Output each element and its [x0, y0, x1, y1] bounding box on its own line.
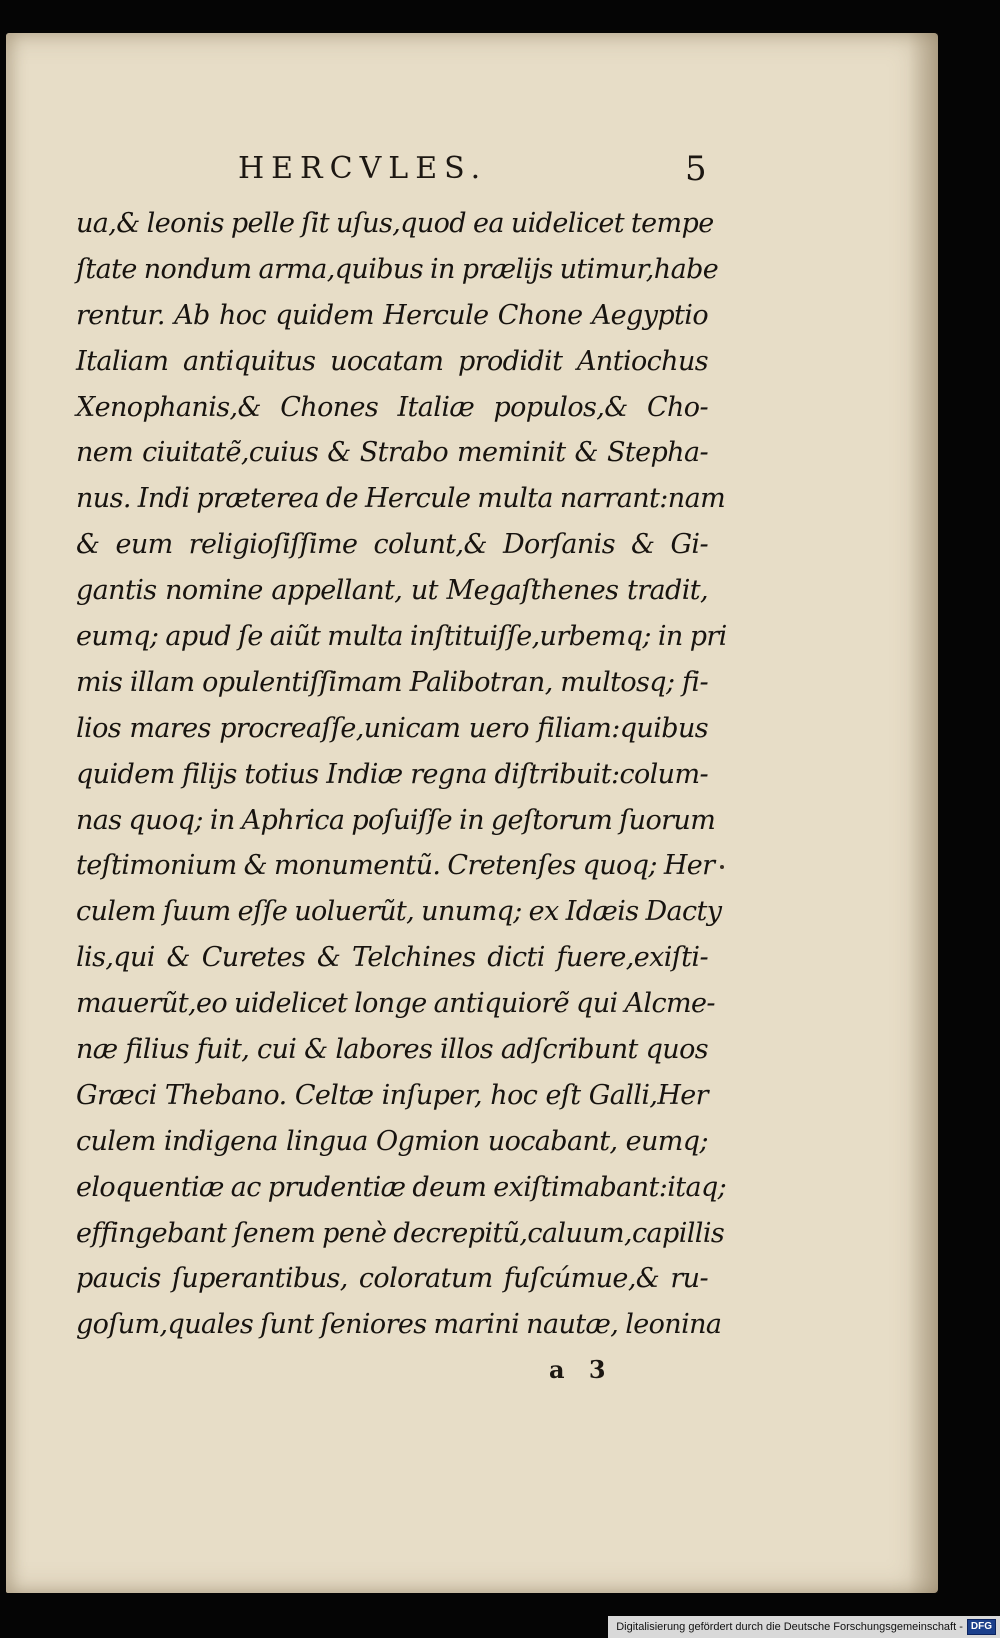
text-line: teſtimonium & monumentũ. Cretenſes quoq; Her [76, 850, 715, 882]
text-line: gantis nomine appellant, ut Megaſthenes tradit, [76, 575, 708, 607]
text-line: ua,& leonis pelle ſit uſus,quod ea uidelicet tempe [76, 208, 714, 239]
text-line: lios mares procreaſſe,unicam uero filiam:quibus [76, 712, 708, 744]
book-page [6, 33, 938, 1593]
text-line: nas quoq; in Aphrica poſuiſſe in geſtorum ſuorum [76, 804, 716, 836]
text-line: nus. Indi præterea de Hercule multa narrant:nam [76, 483, 726, 515]
text-line: culem indigena lingua Ogmion uocabant, eumq; [76, 1125, 708, 1157]
text-line: lis,qui & Curetes & Telchines dicti fuere,exiſti- [76, 942, 708, 974]
text-line: mauerũt,eo uidelicet longe antiquiorẽ qui Alcme- [76, 988, 715, 1020]
text-line: & eum religioſiſſime colunt,& Dorſanis & Gi- [76, 529, 708, 561]
ink-speck [720, 865, 724, 869]
text-line: eloquentiæ ac prudentiæ deum exiſtimabant:itaq; [76, 1171, 727, 1203]
page-number: 5 [685, 149, 707, 189]
body-text [76, 201, 727, 1348]
text-line: Græci Thebano. Celtæ inſuper, hoc eſt Galli,Her [76, 1079, 708, 1111]
text-line: Italiam antiquitus uocatam prodidit Antiochus [76, 345, 708, 377]
text-line: næ filius fuit, cui & labores illos adſcribunt quos [76, 1034, 708, 1066]
text-line: mis illam opulentiſſimam Palibotran, multosq; fi- [76, 666, 708, 698]
text-line: effingebant ſenem penè decrepitũ,caluum,capillis [76, 1217, 725, 1249]
text-line: rentur. Ab hoc quidem Hercule Chone Aegyptio [76, 299, 708, 331]
running-head: HERCVLES. [238, 151, 488, 186]
text-line: paucis ſuperantibus, coloratum fuſcúmue,& ru- [76, 1263, 708, 1295]
digitization-credit-bar [608, 1616, 1000, 1638]
signature-mark: a 3 [549, 1355, 614, 1384]
text-line: goſum,quales ſunt ſeniores marini nautæ, leonina [76, 1309, 722, 1341]
text-line: quidem filijs totius Indiæ regna diſtribuit:colum- [76, 758, 708, 790]
text-line: culem ſuum eſſe uoluerũt, unumq; ex Idæis Dacty [76, 896, 722, 928]
dfg-logo: DFG [967, 1619, 996, 1635]
text-line: nem ciuitatẽ,cuius & Strabo meminit & Stepha- [76, 437, 708, 469]
text-line: eumq; apud ſe aiũt multa inſtituiſſe,urbemq; in pri [76, 621, 727, 653]
text-line: Xenophanis,& Chones Italiæ populos,& Cho- [76, 391, 708, 423]
credit-text: Digitalisierung gefördert durch die Deutsche Forschungsgemeinschaft - [616, 1621, 963, 1633]
text-line: ſtate nondum arma,quibus in prælijs utimur,habe [76, 253, 719, 285]
